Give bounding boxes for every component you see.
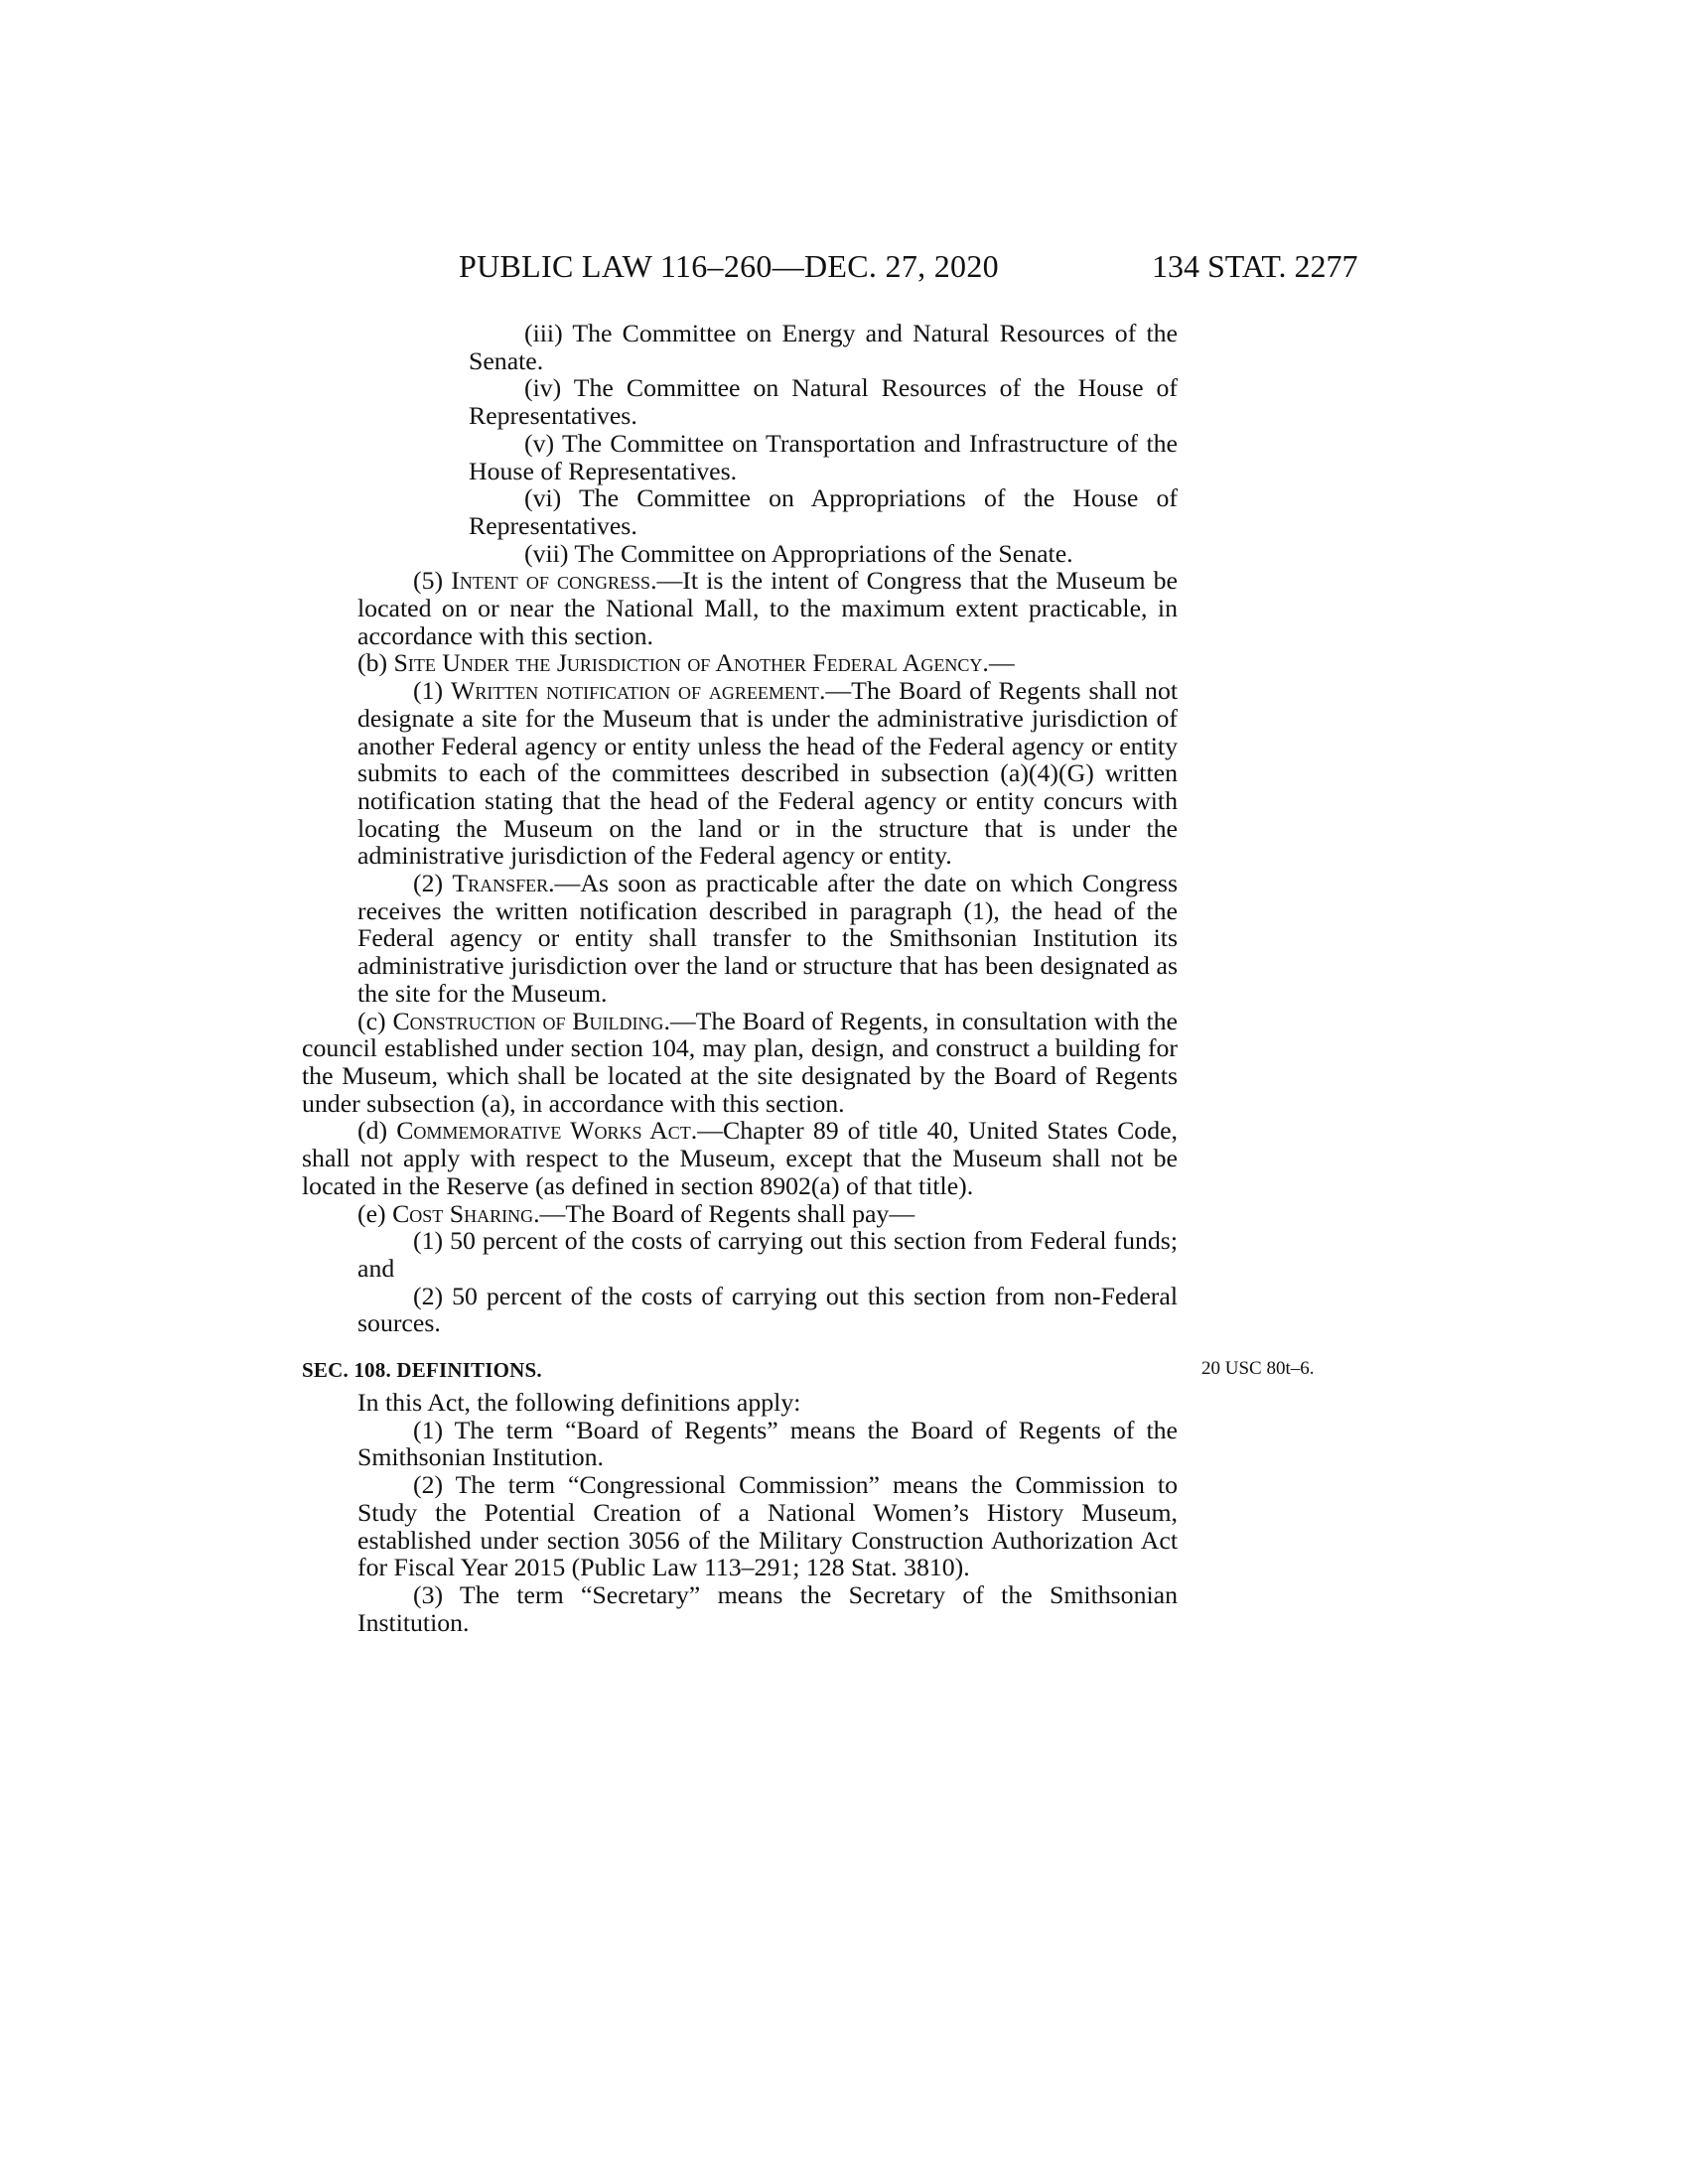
paragraph-text: (3) The term “Secretary” means the Secretary of the Smithsonian Institution.	[357, 1579, 1178, 1637]
paragraph-heading: Site Under the Jurisdiction of Another Federal Agency	[393, 648, 983, 678]
paragraph	[302, 320, 1178, 374]
page-header	[0, 248, 1688, 288]
paragraph-text: (2) The term “Congressional Commission” means the Commission to Study the Potential Creation of a National Women’s History Museum, established under section 3056 of the Military Construction Authorization Act for Fiscal Year 2015 (Public Law 113–291; 128 Stat. 3810).	[357, 1470, 1178, 1582]
paragraph-heading: Intent of congress	[451, 566, 651, 596]
paragraph-text: .—It is the intent of Congress that the Museum be located on or near the National Mall, to the maximum extent practicable, in accordance with this section.	[357, 566, 1178, 650]
paragraph	[302, 1117, 1178, 1199]
paragraph	[302, 484, 1178, 539]
paragraph	[302, 649, 1178, 677]
document-body	[302, 319, 1315, 1637]
paragraph-text: (1) The term “Board of Regents” means the Board of Regents of the Smithsonian Institution.	[357, 1415, 1178, 1472]
paragraph	[302, 1471, 1178, 1581]
paragraph	[302, 540, 1178, 568]
paragraph-designator: (e)	[357, 1198, 393, 1228]
paragraph-text: .—The Board of Regents shall not designate a site for the Museum that is under the administrative jurisdiction of another Federal agency or entity unless the head of the Federal agency or entity submits to each of the committees described in subsection (a)(4)(G) written notification stating that the head of the Federal agency or entity concurs with locating the Museum on the land or in the structure that is under the administrative jurisdiction of the Federal agency or entity.	[357, 676, 1179, 871]
paragraph-text: .—	[982, 648, 1015, 678]
section-heading: SEC. 108. DEFINITIONS.	[302, 1358, 542, 1383]
paragraph-text: .—The Board of Regents shall pay—	[533, 1198, 915, 1228]
paragraph	[302, 870, 1178, 1008]
paragraph	[302, 567, 1178, 649]
paragraph-heading: Transfer	[452, 869, 549, 898]
paragraph-designator: (1)	[413, 676, 451, 706]
paragraph-text: In this Act, the following definitions apply:	[357, 1388, 801, 1418]
paragraph	[302, 1008, 1178, 1118]
paragraph	[302, 1227, 1178, 1282]
paragraph-text: (2) 50 percent of the costs of carrying out this section from non-Federal sources.	[357, 1281, 1178, 1338]
paragraph	[302, 430, 1178, 484]
margin-note: 20 USC 80t–6.	[1201, 1358, 1315, 1380]
paragraph	[302, 1200, 1178, 1228]
paragraph-text: (iii) The Committee on Energy and Natural Resources of the Senate.	[469, 319, 1178, 375]
paragraph-heading: Construction of Building	[392, 1006, 664, 1035]
paragraph	[302, 1283, 1178, 1337]
paragraph-text: (vi) The Committee on Appropriations of the House of Representatives.	[469, 483, 1178, 540]
statute-page-number: 134 STAT. 2277	[1152, 248, 1358, 284]
paragraph	[302, 1417, 1178, 1471]
paragraph-designator: (5)	[413, 566, 452, 596]
paragraph	[302, 677, 1178, 870]
paragraph-text: (iv) The Committee on Natural Resources of the House of Representatives.	[469, 373, 1178, 431]
paragraph-text: (v) The Committee on Transportation and Infrastructure of the House of Representatives.	[469, 428, 1178, 485]
paragraph-text: (vii) The Committee on Appropriations of the Senate.	[524, 538, 1073, 568]
paragraph-heading: Written notification of agreement	[450, 676, 819, 706]
section-heading-row	[302, 1355, 1315, 1383]
paragraphs-block-b	[302, 1389, 1178, 1636]
paragraph-designator: (d)	[357, 1116, 397, 1146]
paragraph-text: .—As soon as practicable after the date on which Congress receives the written notification described in paragraph (1), the head of the Federal agency or entity shall transfer to the Smithsonian Institution its administrative jurisdiction over the land or structure that has been designated as the site for the Museum.	[357, 869, 1178, 1008]
paragraph-heading: Commemorative Works Act	[396, 1116, 691, 1146]
paragraph	[302, 1581, 1178, 1636]
paragraph-text: .—The Board of Regents, in consultation with the council established under section 104, may plan, design, and construct a building for the Museum, which shall be located at the site designated by the Board of Regents under subsection (a), in accordance with this section.	[302, 1006, 1178, 1118]
paragraph	[302, 1389, 1178, 1417]
paragraph-designator: (c)	[357, 1006, 393, 1035]
paragraph-designator: (b)	[357, 648, 394, 678]
paragraph	[302, 374, 1178, 429]
paragraph-text: (1) 50 percent of the costs of carrying out this section from Federal funds; and	[357, 1226, 1178, 1283]
paragraph-heading: Cost Sharing	[392, 1198, 534, 1228]
paragraph-designator: (2)	[413, 869, 453, 898]
law-citation-header: PUBLIC LAW 116–260—DEC. 27, 2020	[459, 248, 999, 284]
paragraphs-block-a	[302, 320, 1178, 1337]
paragraph-text: .—Chapter 89 of title 40, United States Code, shall not apply with respect to the Museum, except that the Museum shall not be located in the Reserve (as defined in section 8902(a) of that title).	[302, 1116, 1179, 1200]
